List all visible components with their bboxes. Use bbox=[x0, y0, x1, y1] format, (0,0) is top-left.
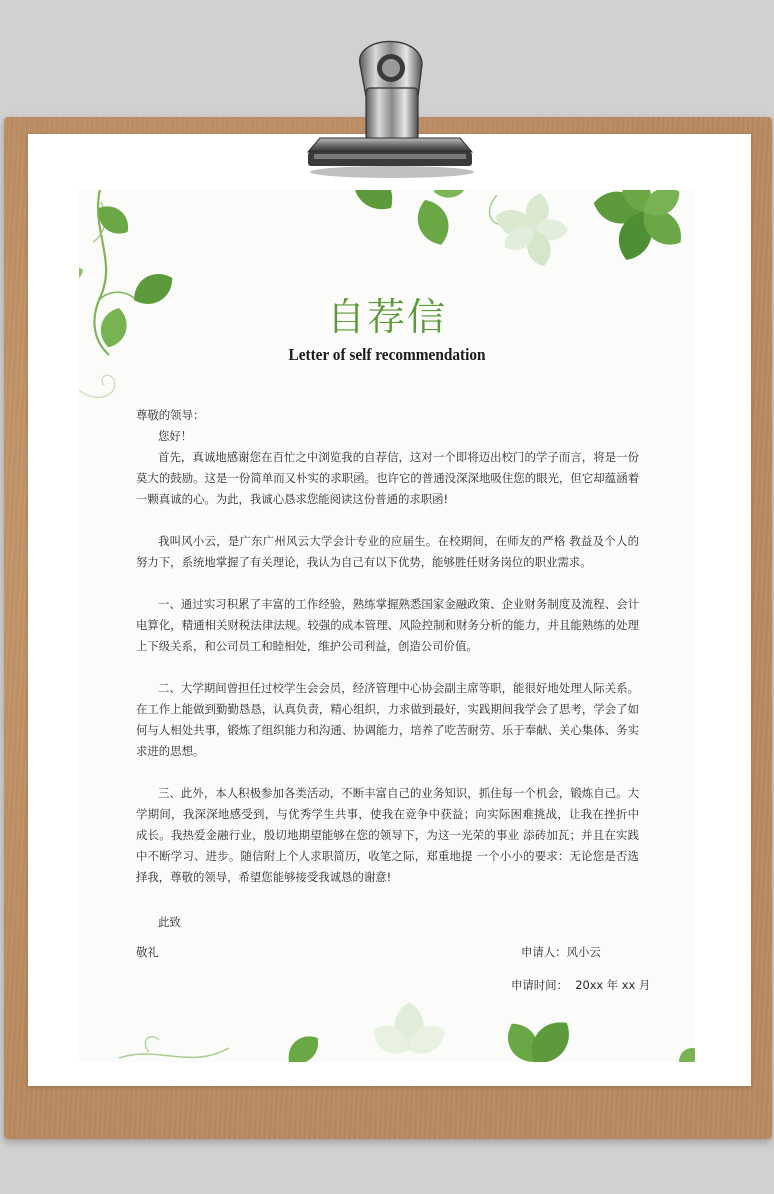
application-date: 申请时间： 20xx 年 xx 月 bbox=[511, 978, 651, 992]
paragraph-intro: 首先，真诚地感谢您在百忙之中浏览我的自荐信，这对一个即将迈出校门的学子而言，将是一份莫大的鼓励。这是一份简单而又朴实的求职函。也许它的普通没深深地吸住您的眼光，但它却蕴涵着一颗真诚的心。为此，我诚心恳求您能阅读这份普通的求职函! bbox=[136, 450, 639, 506]
applicant-name: 申请人：风小云 bbox=[521, 945, 601, 959]
paragraph-spacer bbox=[136, 762, 639, 783]
paragraph-self: 我叫风小云，是广东广州风云大学会计专业的应届生。在校期间，在师友的严格 教益及个人的努力下，系统地掌握了有关理论，我认为自己有以下优势，能够胜任财务岗位的职业需求。 bbox=[136, 534, 639, 569]
paragraph-spacer bbox=[136, 510, 639, 531]
page-subtitle: Letter of self recommendation bbox=[288, 345, 486, 364]
paragraph-point-3: 三、此外，本人积极参加各类活动，不断丰富自己的业务知识，抓住每一个机会，锻炼自己。大学期间，我深深地感受到，与优秀学生共事，使我在竞争中获益；向实际困难挑战，让我在挫折中 成长。我热爱金融行业，殷切地期望能够在您的领导下，为这一光荣的事业 添砖加瓦；并且在实践中不断学习、进步。随信附上个人求职简历，收笔之际，郑重地提 一个小小的要求：无论您是否选择我，尊敬的领导，希望您能够接受我诚恳的谢意! bbox=[136, 786, 639, 884]
binder-clip-icon bbox=[300, 24, 480, 178]
closing-text: 此致 bbox=[158, 915, 181, 929]
letter-page bbox=[79, 190, 695, 1062]
paragraph-spacer bbox=[136, 573, 639, 594]
paragraph-point-2: 二、大学期间曾担任过校学生会会员，经济管理中心协会副主席等职，能很好地处理人际关系。在工作上能做到勤勤恳恳，认真负责，精心组织，力求做到最好，实践期间我学会了思考，学会了如何与人相处共事，锻炼了组织能力和沟通、协调能力，培养了吃苦耐劳、乐于奉献、关心集体、务实求进的思想。 bbox=[136, 681, 639, 758]
regards-text: 敬礼 bbox=[136, 945, 159, 959]
date-row bbox=[136, 975, 651, 999]
page-title: 自荐信 bbox=[326, 295, 447, 339]
signature-row bbox=[136, 942, 639, 975]
paragraph-spacer bbox=[136, 657, 639, 678]
letter-body bbox=[136, 405, 651, 999]
greeting: 您好！ bbox=[158, 429, 193, 443]
salutation: 尊敬的领导： bbox=[136, 408, 205, 422]
paragraph-point-1: 一、通过实习积累了丰富的工作经验，熟练掌握熟悉国家金融政策、企业财务制度及流程、会计电算化，精通相关财税法律法规。较强的成本管理、风险控制和财务分析的能力，并且能熟练的处理上下级关系，和公司员工和睦相处，维护公司利益，创造公司价值。 bbox=[136, 597, 639, 653]
